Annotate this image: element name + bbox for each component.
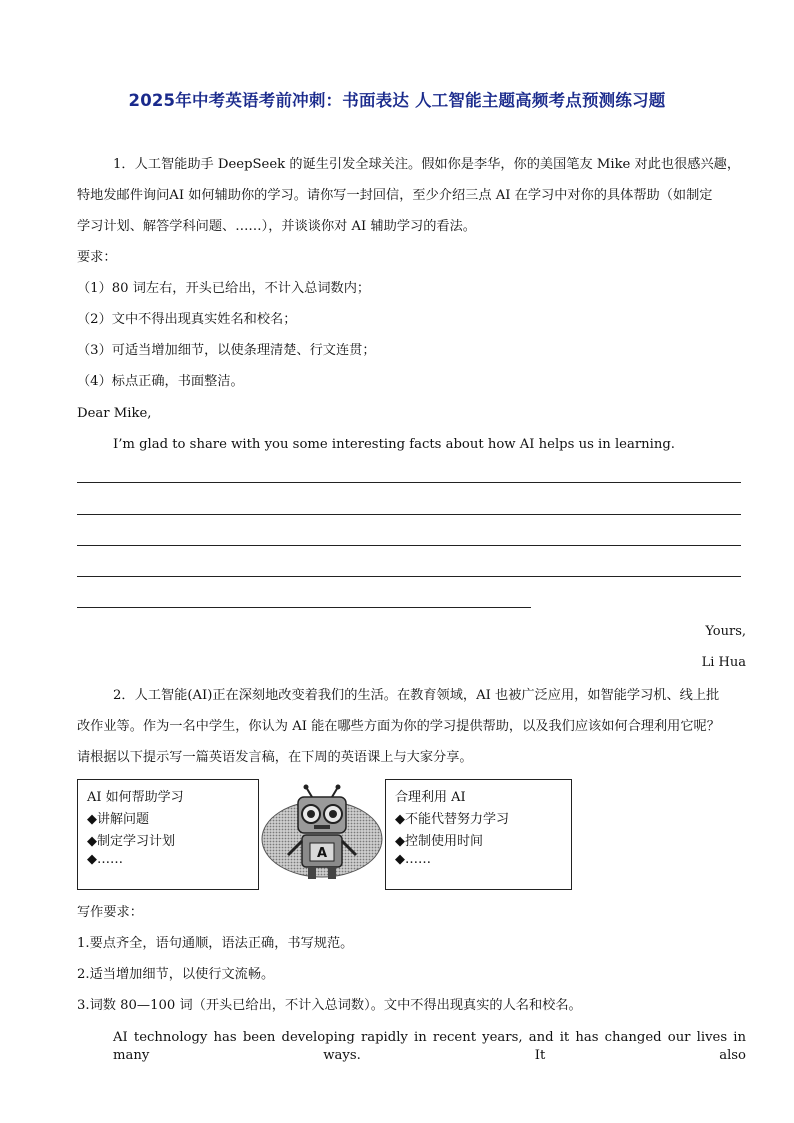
hint-box-item: ◆不能代替努力学习 bbox=[395, 812, 509, 827]
q1-requirement-4: （4）标点正确，书面整洁。 bbox=[77, 374, 244, 389]
robot-illustration bbox=[260, 783, 384, 885]
q1-letter-opening: I’m glad to share with you some interesting facts about how AI helps us in learning. bbox=[113, 437, 675, 452]
q1-requirements-label: 要求： bbox=[77, 250, 117, 265]
q2-speech-opening: AI technology has been developing rapidly in recent years, and it has changed our lives in many ways. It also bbox=[113, 1030, 746, 1063]
answer-line-4 bbox=[77, 576, 741, 577]
answer-line-3 bbox=[77, 545, 741, 546]
hint-box-heading: AI 如何帮助学习 bbox=[87, 790, 184, 805]
q2-prompt-line-3: 请根据以下提示写一篇英语发言稿，在下周的英语课上与大家分享。 bbox=[77, 750, 473, 765]
q1-letter-greeting: Dear Mike, bbox=[77, 406, 152, 421]
q1-prompt-line-3: 学习计划、解答学科问题、……），并谈谈你对 AI 辅助学习的看法。 bbox=[77, 219, 476, 234]
answer-line-5 bbox=[77, 607, 531, 608]
hint-box-use-ai-properly bbox=[385, 779, 572, 890]
q2-requirement-3: 3.词数 80—100 词（开头已给出，不计入总词数）。文中不得出现真实的人名和校名。 bbox=[77, 998, 582, 1013]
q1-requirement-2: （2）文中不得出现真实姓名和校名； bbox=[77, 312, 297, 327]
hint-box-item: ◆…… bbox=[87, 852, 123, 867]
q1-prompt-line-1: 1．人工智能助手 DeepSeek 的诞生引发全球关注。假如你是李华，你的美国笔友 Mike 对此也很感兴趣， bbox=[113, 157, 741, 172]
answer-line-1 bbox=[77, 482, 741, 483]
hint-box-item: ◆…… bbox=[395, 852, 431, 867]
letter-closing: Yours, bbox=[705, 624, 746, 639]
q2-requirement-1: 1.要点齐全，语句通顺，语法正确，书写规范。 bbox=[77, 936, 354, 951]
q1-prompt-line-2: 特地发邮件询问AI 如何辅助你的学习。请你写一封回信，至少介绍三点 AI 在学习中对你的具体帮助（如制定 bbox=[77, 188, 713, 203]
hint-box-item: ◆讲解问题 bbox=[87, 812, 149, 827]
hint-box-item: ◆制定学习计划 bbox=[87, 834, 175, 849]
page-title: 2025年中考英语考前冲刺：书面表达 人工智能主题高频考点预测练习题 bbox=[128, 91, 666, 110]
q2-prompt-line-1: 2．人工智能(AI)正在深刻地改变着我们的生活。在教育领域，AI 也被广泛应用，如智能学习机、线上批 bbox=[113, 688, 720, 703]
q2-requirement-2: 2.适当增加细节，以使行文流畅。 bbox=[77, 967, 275, 982]
robot-chest-letter: A bbox=[316, 846, 328, 861]
q1-requirement-3: （3）可适当增加细节，以使条理清楚、行文连贯； bbox=[77, 343, 376, 358]
q2-requirements-label: 写作要求： bbox=[77, 905, 143, 920]
hint-box-heading: 合理利用 AI bbox=[395, 790, 466, 805]
hint-box-ai-help bbox=[77, 779, 259, 890]
q1-requirement-1: （1）80 词左右，开头已给出，不计入总词数内； bbox=[77, 281, 371, 296]
q2-prompt-line-2: 改作业等。作为一名中学生，你认为 AI 能在哪些方面为你的学习提供帮助，以及我们应该如何合理利用它呢？ bbox=[77, 719, 720, 734]
letter-signature: Li Hua bbox=[701, 655, 746, 670]
hint-box-item: ◆控制使用时间 bbox=[395, 834, 483, 849]
robot-icon bbox=[260, 783, 384, 885]
answer-line-2 bbox=[77, 514, 741, 515]
